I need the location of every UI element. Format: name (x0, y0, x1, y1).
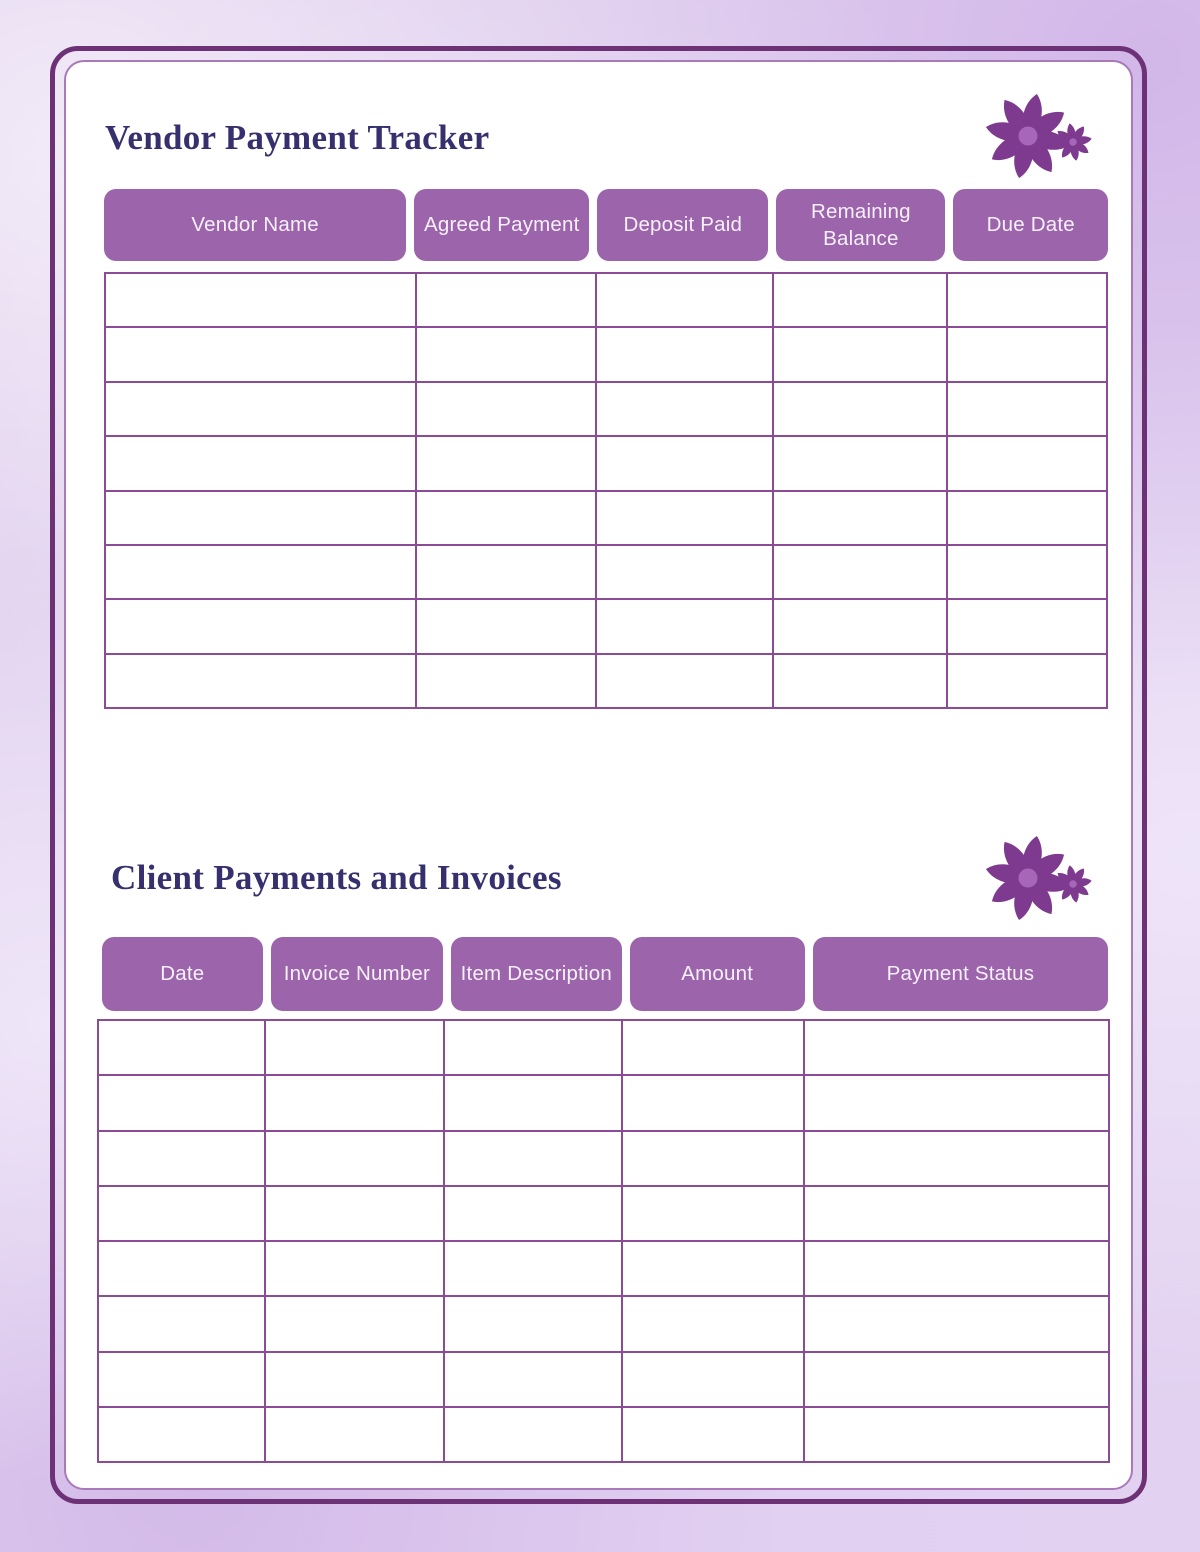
table-cell[interactable] (99, 1021, 264, 1074)
table-header-row (102, 937, 1108, 1011)
table-cell[interactable] (417, 546, 596, 598)
table-cell[interactable] (445, 1353, 620, 1406)
column-header-item-description (451, 937, 621, 1011)
table-cell[interactable] (597, 492, 772, 544)
table-cell[interactable] (266, 1021, 443, 1074)
flower-cluster-icon (983, 834, 1095, 930)
table-cell[interactable] (99, 1297, 264, 1350)
table-cell[interactable] (417, 274, 596, 326)
table-grid (104, 272, 1108, 709)
table-cell[interactable] (106, 437, 415, 489)
table-cell[interactable] (597, 437, 772, 489)
table-cell[interactable] (266, 1297, 443, 1350)
table-cell[interactable] (266, 1242, 443, 1295)
column-header-remaining-balance (776, 189, 945, 261)
table-cell[interactable] (445, 1297, 620, 1350)
column-header-label: Date (160, 962, 205, 986)
table-cell[interactable] (948, 437, 1106, 489)
table-cell[interactable] (445, 1187, 620, 1240)
table-cell[interactable] (774, 655, 947, 707)
table-cell[interactable] (805, 1187, 1108, 1240)
table-cell[interactable] (623, 1353, 803, 1406)
table-cell[interactable] (597, 274, 772, 326)
column-header-invoice-number (271, 937, 443, 1011)
table-cell[interactable] (805, 1353, 1108, 1406)
table-cell[interactable] (774, 437, 947, 489)
table-cell[interactable] (805, 1242, 1108, 1295)
table-cell[interactable] (106, 383, 415, 435)
table-cell[interactable] (417, 600, 596, 652)
table-cell[interactable] (106, 546, 415, 598)
column-header-agreed-payment (414, 189, 589, 261)
table-cell[interactable] (106, 492, 415, 544)
table-cell[interactable] (948, 546, 1106, 598)
column-header-amount (630, 937, 805, 1011)
table-cell[interactable] (445, 1408, 620, 1461)
column-header-label: Amount (681, 962, 754, 986)
table-cell[interactable] (805, 1021, 1108, 1074)
table-cell[interactable] (99, 1408, 264, 1461)
table-cell[interactable] (623, 1408, 803, 1461)
table-cell[interactable] (266, 1076, 443, 1129)
column-header-payment-status (813, 937, 1108, 1011)
table-cell[interactable] (106, 274, 415, 326)
table-cell[interactable] (597, 383, 772, 435)
column-header-label: Vendor Name (191, 213, 319, 237)
column-header-label: Agreed Payment (424, 213, 580, 237)
table-cell[interactable] (623, 1076, 803, 1129)
column-header-label: Remaining Balance (810, 199, 911, 250)
table-cell[interactable] (445, 1242, 620, 1295)
table-cell[interactable] (774, 546, 947, 598)
table-cell[interactable] (597, 600, 772, 652)
column-header-due-date (953, 189, 1108, 261)
column-header-label: Item Description (460, 962, 612, 986)
page-card (64, 60, 1133, 1490)
table-cell[interactable] (774, 492, 947, 544)
column-header-label: Invoice Number (283, 962, 431, 986)
table-cell[interactable] (99, 1242, 264, 1295)
column-header-label: Due Date (986, 213, 1075, 237)
flower-cluster-icon (983, 92, 1095, 188)
column-header-label: Deposit Paid (623, 213, 743, 237)
table-cell[interactable] (597, 655, 772, 707)
table-cell[interactable] (623, 1021, 803, 1074)
section-title: Vendor Payment Tracker (105, 118, 490, 157)
table-cell[interactable] (106, 600, 415, 652)
table-cell[interactable] (948, 328, 1106, 380)
table-cell[interactable] (266, 1408, 443, 1461)
table-cell[interactable] (948, 383, 1106, 435)
table-cell[interactable] (99, 1353, 264, 1406)
table-cell[interactable] (597, 546, 772, 598)
table-cell[interactable] (623, 1242, 803, 1295)
column-header-label: Payment Status (886, 962, 1035, 986)
table-cell[interactable] (417, 492, 596, 544)
table-cell[interactable] (774, 328, 947, 380)
table-header-row (104, 189, 1108, 261)
column-header-deposit-paid (597, 189, 768, 261)
table-cell[interactable] (417, 328, 596, 380)
table-cell[interactable] (623, 1132, 803, 1185)
table-cell[interactable] (805, 1408, 1108, 1461)
section-title: Client Payments and Invoices (111, 858, 562, 897)
table-cell[interactable] (805, 1076, 1108, 1129)
table-cell[interactable] (417, 655, 596, 707)
table-cell[interactable] (266, 1187, 443, 1240)
table-cell[interactable] (948, 600, 1106, 652)
column-header-date (102, 937, 263, 1011)
table-cell[interactable] (774, 274, 947, 326)
table-cell[interactable] (805, 1297, 1108, 1350)
table-cell[interactable] (266, 1353, 443, 1406)
table-cell[interactable] (805, 1132, 1108, 1185)
table-cell[interactable] (99, 1132, 264, 1185)
table-cell[interactable] (623, 1187, 803, 1240)
table-cell[interactable] (948, 655, 1106, 707)
table-cell[interactable] (445, 1076, 620, 1129)
table-cell[interactable] (417, 437, 596, 489)
table-cell[interactable] (99, 1076, 264, 1129)
table-cell[interactable] (99, 1187, 264, 1240)
table-cell[interactable] (948, 492, 1106, 544)
table-cell[interactable] (597, 328, 772, 380)
table-cell[interactable] (445, 1021, 620, 1074)
table-cell[interactable] (445, 1132, 620, 1185)
table-grid (97, 1019, 1110, 1463)
table-cell[interactable] (417, 383, 596, 435)
table-cell[interactable] (774, 600, 947, 652)
table-cell[interactable] (948, 274, 1106, 326)
table-cell[interactable] (623, 1297, 803, 1350)
column-header-vendor-name (104, 189, 406, 261)
table-cell[interactable] (106, 328, 415, 380)
table-cell[interactable] (774, 383, 947, 435)
table-cell[interactable] (266, 1132, 443, 1185)
table-cell[interactable] (106, 655, 415, 707)
